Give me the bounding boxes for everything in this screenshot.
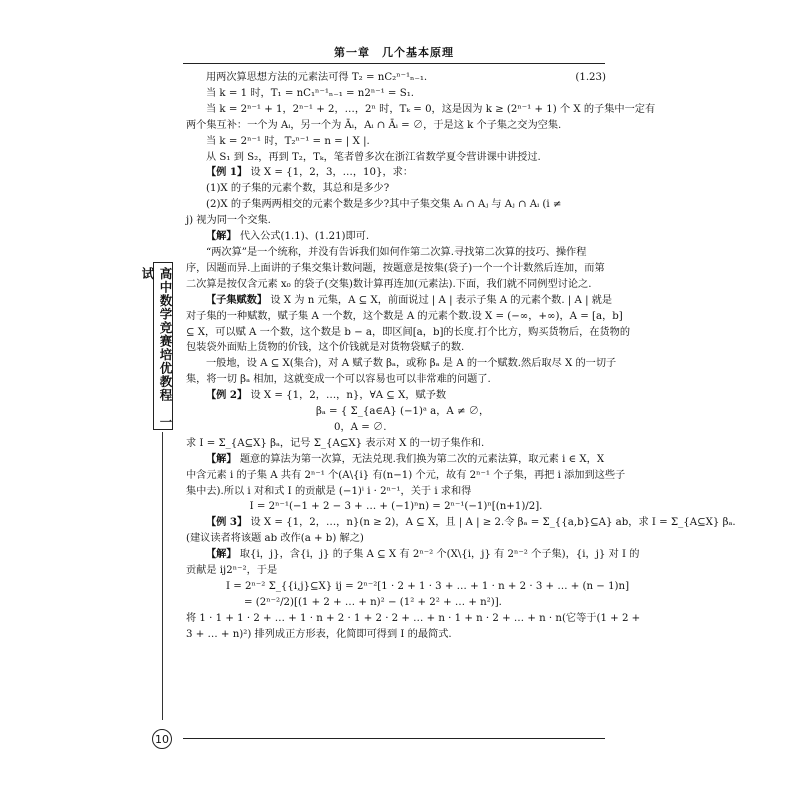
line-text: 设 X = {1，2，3，…，10}，求： (250, 167, 414, 179)
text-line (186, 293, 613, 309)
section-label: 【子集赋数】 (206, 293, 268, 306)
text-line: 包装袋外面贴上货物的价钱，这个价钱就是对货物袋赋子的数. (186, 342, 465, 354)
text-line: 集，将一切 βₐ 相加，这就变成一个可以容易也可以非常难的问题了. (186, 374, 491, 386)
text-line: 当 k = 2ⁿ⁻¹ + 1，2ⁿ⁻¹ + 2，…，2ⁿ 时，Tₖ = 0，这是因为 k ≥ (2ⁿ⁻¹ + 1) 个 X 的子集中一定有 (206, 103, 656, 115)
text-line: 3 + … + n)²) 排列成正方形表，化简即可得到 I 的最简式. (186, 628, 452, 640)
solution-label: 【解】 (206, 548, 237, 561)
text-line (186, 165, 606, 181)
formula-line: 0，A = ∅. (334, 421, 387, 433)
formula-line: βₐ = { Σ_{a∈A} (−1)ᵃ a，A ≠ ∅， (316, 406, 490, 418)
text-line: (2)X 的子集两两相交的元素个数是多少?其中子集交集 Aᵢ ∩ Aⱼ 与 Aⱼ ∩ Aᵢ (i ≠ (206, 199, 562, 211)
page-header-title: 第一章 几个基本原理 (334, 46, 454, 59)
text-line (186, 515, 736, 531)
sidebar-label-box (140, 262, 173, 430)
text-line: 将 1 · 1 + 1 · 2 + … + 1 · n + 2 · 1 + 2 · 2 + … + n · 1 + n · 2 + … + n · n(它等于(1 + 2 + (186, 612, 641, 624)
text-line: 从 S₁ 到 S₂，再到 T₂，Tₖ，笔者曾多次在浙江省数学夏令营讲课中讲授过. (206, 151, 541, 163)
text-line: 二次算是按仅含元素 x₀ 的袋子(交集)数计算再连加(元素法).下面，我们就不同例型讨论之. (186, 278, 592, 290)
text-line: ⊆ X，可以赋 A 一个数，这个数是 b − a，即区间[a，b]的长度.打个比方，购买货物后，在货物的 (186, 326, 631, 338)
sidebar-rule (162, 432, 163, 720)
sidebar-label: 高中数学竞赛培优教程 一试 (140, 267, 173, 429)
line-text: 设 X = {1，2，…，n}(n ≥ 2)，A ⊆ X，且 | A | ≥ 2.令 βₐ = Σ_{{a,b}⊆A} ab，求 I = Σ_{A⊆X} βₐ. (250, 517, 736, 529)
line-text: 设 X = {1，2，…，n}，∀A ⊆ X，赋予数 (250, 390, 447, 402)
text-line (186, 388, 606, 404)
equation-number: (1.23) (575, 72, 606, 83)
line-text: 代入公式(1.1)、(1.21)即可. (239, 231, 370, 243)
text-line: 集中去).所以 i 对和式 I 的贡献是 (−1)ⁱ i · 2ⁿ⁻¹，关于 i 求和得 (186, 485, 472, 497)
text-line: (建议读者将该题 ab 改作(a + b) 解之) (186, 533, 364, 545)
page-body (186, 70, 736, 643)
text-line (186, 452, 606, 468)
page-number: 10 (152, 729, 172, 749)
text-line: 当 k = 1 时，T₁ = nC₁ⁿ⁻¹ₙ₋₁ = n2ⁿ⁻¹ = S₁. (206, 87, 415, 99)
text-line: 序，因题而异.上面讲的子集交集计数问题，按题意是按集(袋子)一个一个计数然后连加，而第 (186, 262, 605, 274)
formula-line: I = 2ⁿ⁻² Σ_{{i,j}⊆X} ij = 2ⁿ⁻²[1 · 2 + 1 · 3 + … + 1 · n + 2 · 3 + … + (n − 1)n] (226, 581, 630, 592)
text-line: 一般地，设 A ⊆ X(集合)，对 A 赋子数 βₐ，或称 βₐ 是 A 的一个赋数.然后取尽 X 的一切子 (206, 358, 617, 370)
solution-label: 【解】 (206, 452, 237, 465)
text-line: “两次算”是一个统称，并没有告诉我们如何作第二次算.寻找第二次算的技巧、操作程 (206, 246, 587, 258)
text-line: 贡献是 ij2ⁿ⁻²，于是 (186, 565, 278, 577)
example-label: 【例 3】 (206, 516, 248, 529)
text-line: j) 视为同一个交集. (186, 215, 271, 227)
example-label: 【例 2】 (206, 389, 248, 402)
header-rule (183, 63, 605, 64)
text-line: 两个集互补：一个为 Aᵢ，另一个为 Āᵢ，Aᵢ ∩ Āᵢ = ∅，于是这 k 个子集之交为空集. (186, 119, 562, 131)
text-line (186, 547, 640, 563)
line-text: 取{i，j}，含{i，j} 的子集 A ⊆ X 有 2ⁿ⁻² 个(X\{i，j} 有 2ⁿ⁻² 个子集)，{i，j} 对 I 的 (239, 549, 640, 561)
text-line (186, 229, 606, 245)
text-line: 当 k = 2ⁿ⁻¹ 时，T₂ⁿ⁻¹ = n = | X |. (206, 135, 370, 147)
text-line: 求 I = Σ_{A⊆X} βₐ，记号 Σ_{A⊆X} 表示对 X 的一切子集作和. (186, 437, 485, 449)
text-line: 中含元素 i 的子集 A 共有 2ⁿ⁻¹ 个(A\{i} 有(n−1) 个元，故有 2ⁿ⁻¹ 个子集，再把 i 添加到这些子 (186, 469, 626, 481)
example-label: 【例 1】 (206, 166, 248, 179)
text-line: 对子集的一种赋数，赋子集 A 一个数，这个数是 A 的元素个数.设 X = (−∞，+∞)，A = [a，b] (186, 310, 623, 322)
line-text: 设 X 为 n 元集，A ⊆ X，前面说过 | A | 表示子集 A 的元素个数. | A | 就是 (270, 294, 613, 306)
solution-label: 【解】 (206, 230, 237, 243)
formula-line: I = 2ⁿ⁻¹(−1 + 2 − 3 + … + (−1)ⁿn) = 2ⁿ⁻¹(−1)ⁿ[(n+1)/2]. (249, 501, 543, 513)
text-line (186, 70, 606, 86)
formula-line: = (2ⁿ⁻²/2)[(1 + 2 + … + n)² − (1² + 2² + … + n²)]. (244, 596, 502, 608)
line-text: 题意的算法为第一次算，无法兑现.我们换为第二次的元素法算，取元素 i ∈ X，X (239, 453, 605, 465)
text-line: (1)X 的子集的元素个数，其总和是多少? (206, 183, 390, 195)
line-text: 用两次算思想方法的元素法可得 T₂ = nC₂ⁿ⁻¹ₙ₋₁. (206, 72, 428, 83)
footer-rule (183, 738, 605, 739)
